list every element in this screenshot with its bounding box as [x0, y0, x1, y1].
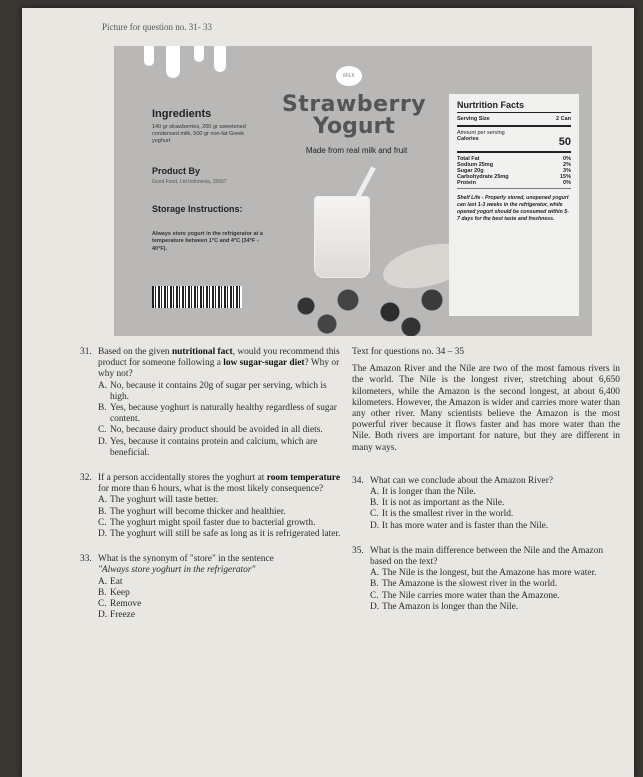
- option-letter: C.: [98, 599, 107, 610]
- option-letter: B.: [98, 587, 107, 598]
- left-column: [80, 347, 342, 631]
- milk-drip: [214, 46, 226, 72]
- options-33: [80, 577, 342, 622]
- facts-rows: [457, 156, 571, 186]
- option-letter: A.: [370, 568, 380, 579]
- option-letter: D.: [370, 520, 380, 531]
- question-text: Based on the given nutritional fact, would you recommend this product for someone following a low sugar-sugar diet? Why or why not?: [98, 347, 340, 380]
- calories-value: 50: [558, 136, 571, 148]
- option-text: No, because it contains 20g of sugar per serving, which is high.: [110, 380, 327, 402]
- option-letter: D.: [98, 529, 108, 540]
- answer-option[interactable]: [352, 498, 620, 509]
- answer-option[interactable]: [80, 507, 342, 518]
- milk-drip: [194, 46, 204, 62]
- answer-option[interactable]: [80, 518, 342, 529]
- question-number: 33.: [80, 554, 92, 565]
- question-32: [80, 473, 342, 540]
- option-text: The yoghurt will become thicker and healthier.: [110, 506, 286, 517]
- product-by-heading: Product By: [152, 166, 201, 176]
- option-text: It is longer than the Nile.: [382, 487, 476, 498]
- answer-option[interactable]: [352, 579, 620, 590]
- answer-option[interactable]: [80, 403, 342, 425]
- option-letter: C.: [98, 517, 107, 528]
- question-number: 34.: [352, 475, 364, 486]
- product-tagline: Made from real milk and fruit: [305, 146, 408, 155]
- answer-option[interactable]: [80, 588, 342, 599]
- divider: [457, 151, 571, 153]
- storage-text: Always store yogurt in the refrigerator at a temperature between 1°C and 4°C (34°F - 40°F).: [152, 231, 263, 252]
- answer-option[interactable]: [80, 437, 342, 459]
- brand-logo: MILK: [336, 66, 362, 86]
- answer-option[interactable]: [80, 599, 342, 610]
- option-text: The yoghurt will still be safe as long as it is refrigerated later.: [110, 529, 341, 540]
- option-letter: C.: [98, 425, 107, 436]
- fact-value: 0%: [563, 156, 571, 162]
- fact-value: 15%: [559, 174, 571, 180]
- answer-option[interactable]: [352, 509, 620, 520]
- answer-option[interactable]: [352, 602, 620, 613]
- option-letter: B.: [370, 498, 379, 509]
- ingredients-heading: Ingredients: [152, 108, 212, 120]
- options-31: [80, 381, 342, 459]
- option-text: No, because dairy product should be avoided in all diets.: [110, 425, 323, 436]
- option-letter: B.: [98, 506, 107, 517]
- option-letter: D.: [98, 436, 108, 447]
- product-subtitle: Yogurt: [313, 114, 395, 139]
- serving-size-value: 2 Can: [556, 116, 571, 122]
- fact-label: Protein: [457, 180, 476, 186]
- options-32: [80, 495, 342, 540]
- option-text: The Amazon is longer than the Nile.: [382, 601, 519, 612]
- options-35: [352, 568, 620, 613]
- shelf-life-note: Shelf Life - Properly stored, unopened yogurt can last 1-3 weeks in the refrigerator, while opened yogurt should be consumed within 5-7 days for the best taste and freshness.: [457, 195, 569, 223]
- fact-row: [457, 180, 571, 186]
- option-text: Freeze: [110, 610, 135, 621]
- option-text: It is the smallest river in the world.: [382, 509, 514, 520]
- option-letter: B.: [98, 403, 107, 414]
- option-text: The Nile is the longest, but the Amazone has more water.: [382, 568, 597, 579]
- fact-label: Carbohydrate 25mg: [457, 174, 509, 180]
- fact-label: Total Fat: [457, 156, 480, 162]
- answer-option[interactable]: [352, 487, 620, 498]
- option-text: Remove: [110, 599, 142, 610]
- option-letter: D.: [98, 610, 108, 621]
- calories-label: Calories: [457, 136, 479, 142]
- question-number: 35.: [352, 545, 364, 556]
- option-letter: A.: [98, 576, 108, 587]
- facts-title: Nurtrition Facts: [457, 100, 571, 113]
- worksheet-page: [22, 8, 634, 777]
- answer-option[interactable]: [80, 495, 342, 506]
- reading-title: Text for questions no. 34 – 35: [352, 347, 465, 357]
- option-text: Eat: [110, 576, 123, 587]
- question-number: 31.: [80, 347, 92, 357]
- answer-option[interactable]: [352, 591, 620, 602]
- option-letter: D.: [370, 601, 380, 612]
- option-letter: A.: [98, 495, 108, 506]
- right-column: [352, 347, 620, 623]
- question-text: If a person accidentally stores the yoghurt at room temperature for more than 6 hours, what is the most likely consequence?: [98, 473, 341, 495]
- question-31: [80, 347, 342, 459]
- product-title: Strawberry: [281, 92, 427, 117]
- nutrition-facts-panel: [449, 94, 579, 316]
- answer-option[interactable]: [80, 577, 342, 588]
- divider: [457, 125, 571, 127]
- question-text: What can we conclude about the Amazon River?: [370, 475, 553, 486]
- divider: [457, 188, 571, 189]
- barcode-image: [152, 286, 242, 308]
- option-letter: C.: [370, 590, 379, 601]
- storage-heading: Storage Instructions:: [152, 204, 243, 214]
- milk-drip: [144, 46, 154, 66]
- option-text: Yes, because it contains protein and calcium, which are beneficial.: [110, 436, 318, 458]
- option-text: It is not as important as the Nile.: [382, 498, 505, 509]
- fact-value: 0%: [563, 180, 571, 186]
- question-text: What is the synonym of "store" in the sentence "Always store yoghurt in the refrigerator": [98, 554, 274, 576]
- options-34: [352, 487, 620, 532]
- option-text: The Amazone is the slowest river in the world.: [382, 579, 558, 590]
- serving-size-label: Serving Size: [457, 116, 490, 122]
- question-33: [80, 554, 342, 621]
- answer-option[interactable]: [352, 568, 620, 579]
- question-number: 32.: [80, 473, 92, 484]
- answer-option[interactable]: [80, 381, 342, 403]
- question-35: [352, 546, 620, 613]
- question-text: What is the main difference between the Nile and the Amazon based on the text?: [370, 545, 604, 568]
- option-text: The Nile carries more water than the Amazone.: [382, 590, 560, 601]
- option-letter: C.: [370, 509, 379, 520]
- glass-image: [314, 196, 370, 278]
- ingredients-text: 140 gr strawberries, 200 gr sweetened condensed milk, 500 gr non-fat Greek yoghurt: [152, 124, 246, 145]
- option-letter: A.: [98, 380, 108, 391]
- milk-drip: [166, 46, 180, 78]
- option-text: Yes, because yoghurt is naturally healthy regardless of sugar content.: [110, 403, 337, 425]
- calories-row: [457, 136, 571, 148]
- answer-option[interactable]: [80, 529, 342, 540]
- answer-option[interactable]: [80, 610, 342, 621]
- option-text: The yoghurt might spoil faster due to bacterial growth.: [110, 517, 316, 528]
- fact-value: 3%: [563, 168, 571, 174]
- fact-value: 2%: [563, 162, 571, 168]
- amount-per-serving-label: Amount per serving: [457, 130, 505, 136]
- fact-label: Sugar 20g: [457, 168, 484, 174]
- reading-passage: The Amazon River and the Nile are two of the most famous rivers in the world. The Nile is the longest river, stretching about 6,650 kilometers, while the Amazon is the second longest, at about 6,400 kilometers. However, the Amazon is wider and carries more water than any other river. Many scientists believe the Amazon is the most powerful river because it flows faster and has more water than the Nile. Both rivers are important for nature, but they are different in many ways.: [352, 364, 620, 453]
- answer-option[interactable]: [352, 521, 620, 532]
- option-letter: A.: [370, 487, 380, 498]
- product-by-text: Good Food, Ltd Indonesia, 15667: [152, 179, 227, 185]
- yogurt-poster: [114, 46, 592, 336]
- berries-image: [264, 276, 474, 336]
- option-text: The yoghurt will taste better.: [110, 495, 219, 506]
- question-34: [352, 476, 620, 532]
- answer-option[interactable]: [80, 425, 342, 436]
- serving-size-row: [457, 116, 571, 122]
- option-text: It has more water and is faster than the Nile.: [382, 520, 549, 531]
- option-letter: B.: [370, 579, 379, 590]
- option-text: Keep: [110, 587, 130, 598]
- picture-caption: Picture for question no. 31- 33: [102, 22, 212, 32]
- fact-label: Sodium 25mg: [457, 162, 494, 168]
